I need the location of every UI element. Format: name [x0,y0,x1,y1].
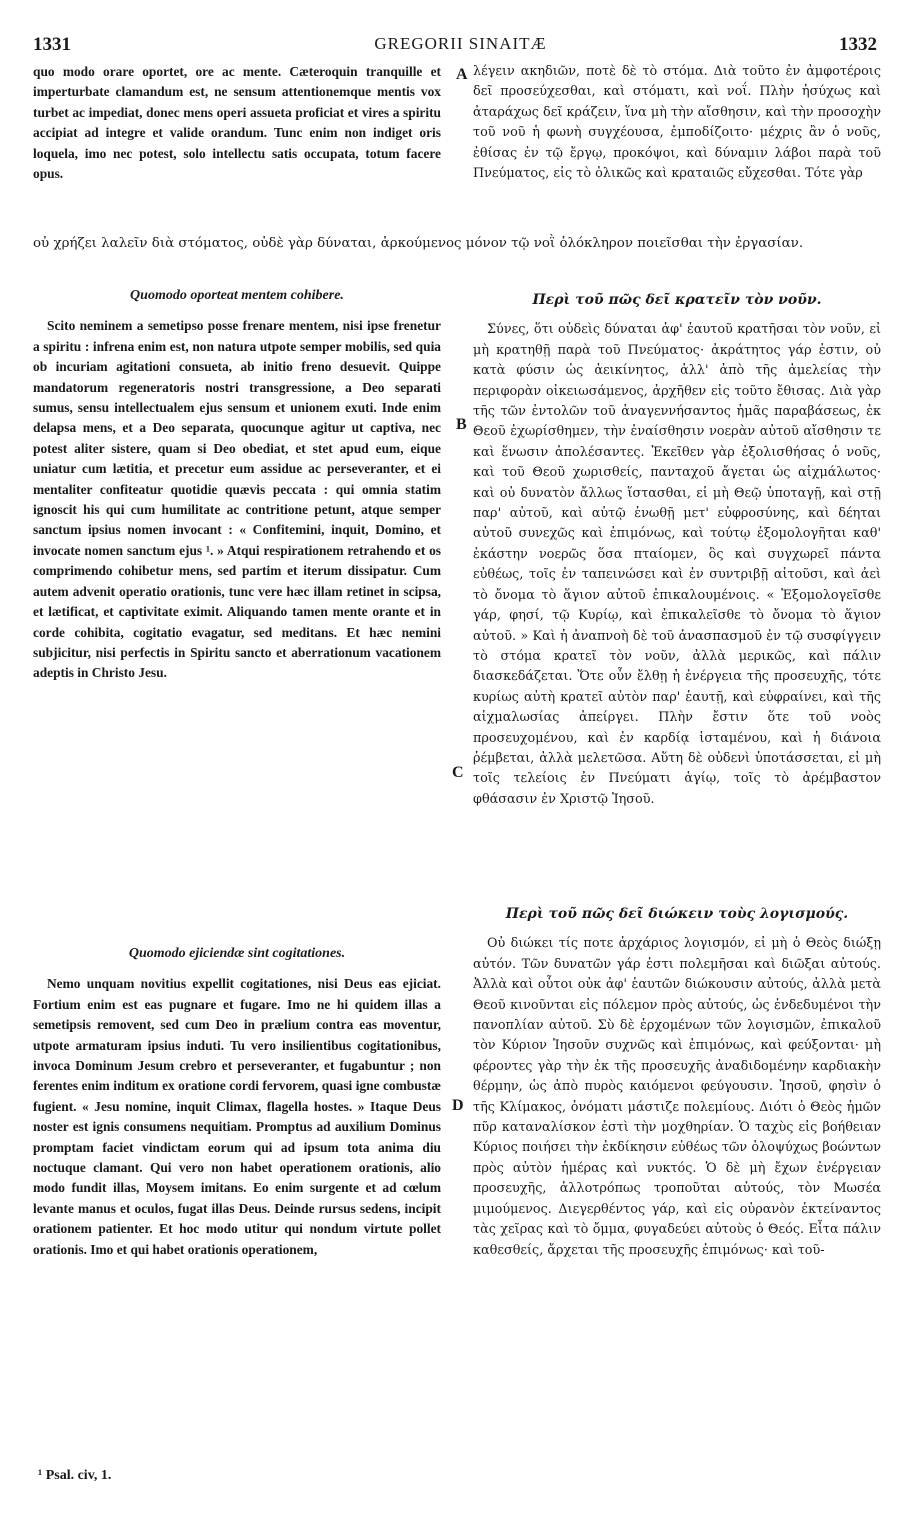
footnote: ¹ Psal. civ, 1. [38,1468,112,1483]
latin-section-2 [33,936,441,1452]
running-title: GREGORII SINAITÆ [374,34,547,53]
latin-heading-2: Quomodo ejiciendæ sint cogitationes. [128,946,346,961]
greek-span-line-text: οὐ χρήζει λαλεῖν διὰ στόματος, οὐδὲ γὰρ δύναται, ἀρκούμενος μόνον τῷ νοῒ ὁλόκληρον ποιεῖσθαι τὴν ἐργασίαν. [33,236,804,251]
greek-intro [473,62,881,228]
latin-section-1-text: Scito neminem a semetipso posse frenare mentem, nisi ipse frenetur a spiritu : infrena enim est, non natura utpote semper mobilis, sed quia ob incuriam agitationi consueta, ab initio freno desuevit. Quippe mandatorum regeneratoris nostri transgressione, a Deo separati sumus, sensu intellectualem ejus sensum et unionem exuti. Inde enim delapsa mens, et a Deo separata, quocunque agitur ut captiva, nec potest aliter sistere, quam si Deo obediat, et stet apud eum, eique uniatur cum lætitia, et precetur eum assidue ac perseveranter, et ei mentaliter confiteatur quotidie quævis peccata : qui omnia statim ignoscit his qui cum humilitate ac contritione petunt, atque semper sanctum ipsius nomen invocant : « Confitemini, inquit, Domino, et invocate nomen sanctum ejus ¹. » Atqui respirationem retrahendo et os comprimendo cohibetur mens, sed partim et iterum dissipatur. Cum autem advenit operatio orationis, tunc vere hæc illam retinet in scipsa, et lætificat, et captivitate eximit. Aliquando tamen mente orante et in corde cohibita, cogitatio evagatur, sed meditans. Et hæc nemini subjicitur, nisi perfectis in Spiritu sancto et aberrationum vacationem adeptis in Christo Jesu. [33,318,441,681]
page-number-right: 1332 [839,34,877,55]
margin-marker-a: A [456,66,468,83]
greek-heading-2: Περὶ τοῦ πῶς δεῖ διώκειν τοὺς λογισμούς. [505,906,849,922]
greek-heading-1: Περὶ τοῦ πῶς δεῖ κρατεῖν τὸν νοῦν. [532,292,822,308]
greek-section-1 [473,282,881,892]
greek-span-line [33,234,881,278]
page-header [0,34,921,58]
page-number-left: 1331 [33,34,71,55]
latin-section-1 [33,278,441,888]
latin-intro [33,62,441,228]
margin-marker-d: D [452,1097,464,1114]
greek-section-2 [473,896,881,1500]
greek-section-1-text: Σύνες, ὅτι οὐδεὶς δύναται ἀφ' ἑαυτοῦ κρατῆσαι τὸν νοῦν, εἰ μὴ κρατηθῇ παρὰ τοῦ Πνεύματος· ἀκράτητος γάρ ἐστιν, οὐ κατὰ φύσιν ὡς ἀεικίνητος, ἀλλ' ἀπὸ τῆς ἀμελείας τὴν περιφορὰν οἰκειωσάμενος, ἀρχῆθεν εἰς τοῦτο ἔθισας. Διὰ γὰρ τῆς τῶν ἐντολῶν τοῦ ἀναγεννήσαντος ἡμᾶς παραβάσεως, ἐκ Θεοῦ ἐχωρίσθημεν, τὴν ἐναίσθησιν νοερὰν αὐτοῦ αἴσθησιν τε καὶ ἕνωσιν ἀπολέσαντες. Ἐκεῖθεν γὰρ ἐξολισθήσας ὁ νοῦς, καὶ τοῦ Θεοῦ χωρισθείς, πανταχοῦ ἄγεται ὡς αἰχμάλωτος· καὶ οὐ δυνατὸν ἄλλως ἵστασθαι, εἰ μὴ Θεῷ ὑποταγῇ, καὶ στῇ παρ' αὐτοῦ, καὶ αὐτῷ ἑνωθῇ μετ' εὐφροσύνης, καὶ δέηται αὐτοῦ συνεχῶς καὶ ἐπιμόνως, καὶ τούτῳ ἐξομολογῆται καθ' ἑκάστην νοερῶς ὅσα πταίομεν, ὃς καὶ συγχωρεῖ πάντα εὐθέως, τοῖς ἐν ταπεινώσει καὶ ἐν συντριβῇ αἰτοῦσι, καὶ ἀεὶ τὸ ὄνομα τὸ ἅγιον αὐτοῦ ἐπικαλουμένοις. « Ἐξομολογεῖσθε γάρ, φησί, τῷ Κυρίῳ, καὶ ἐπικαλεῖσθε τὸ ὄνομα τὸ ἅγιον αὐτοῦ. » Καὶ ἡ ἀναπνοὴ δὲ τοῦ ἀνασπασμοῦ ἐν τῷ συσφίγγειν τὸ στόμα κρατεῖ τὸν νοῦν, ἀλλὰ μερικῶς, καὶ πάλιν διασκεδάζεται. Ὅτε οὖν ἔλθῃ ἡ ἐνέργεια τῆς προσευχῆς, τότε κυρίως αὐτὴ κρατεῖ αὐτὸν παρ' ἑαυτῇ, καὶ εὐφραίνει, καὶ τῆς αἰχμαλωσίας ἀπείργει. Πλὴν ἔστιν ὅτε τοῦ νοὸς προσευχομένου, καὶ ἐν καρδίᾳ ἱσταμένου, καὶ ἡ διάνοια ῥέμβεται, ἀλλὰ μελετῶσα. Αὕτη δὲ οὐδενὶ ὑποτάσσεται, εἰ μὴ τοῖς τελείοις ἐν Πνεύματι ἁγίῳ, τοῖς τὸ ἀρέμβαστον φθάσασιν ἐν Χριστῷ Ἰησοῦ. [473,322,881,807]
latin-heading-1: Quomodo oporteat mentem cohibere. [130,288,344,303]
margin-marker-c: C [452,764,464,781]
latin-section-2-text: Nemo unquam novitius expellit cogitationes, nisi Deus eas ejiciat. Fortium enim est eas pugnare et fugare. Imo ne hi quidem illas a semetipsis removent, sed cum Deo in prælium contra eas moventur, utpote armaturam ipsius induti. Tu vero insilientibus cogitationibus, invoca Dominum Jesum crebro et perseveranter, et fugabuntur ; non ferentes enim inditum ex oratione cordi fervorem, quasi igne combustæ fugient. « Jesu nomine, inquit Climax, flagella hostes. » Itaque Deus noster est ignis consumens nequitiam. Promptus ad auxilium Dominus promptam faciet vindictam eorum qui ad ipsum tota anima diu noctuque clamant. Qui vero non habet operationem orationis, alio modo fundit illas, Moysem imitans. Eo enim surgente et ad cœlum levante manus et oculos, fugat illas Deus. Deinde rursus sedens, incipit orationem patienter. Et hoc modo utitur qui nondum virtute pollet orationis. Imo et qui habet orationis operationem, [33,976,441,1257]
greek-intro-text: λέγειν ακηδιῶν, ποτὲ δὲ τὸ στόμα. Διὰ τοῦτο ἐν ἀμφοτέροις δεῖ προσεύχεσθαι, καὶ στόματι, καὶ νοΐ. Πλὴν ἡσύχως καὶ ἀταράχως δεῖ κράζειν, ἵνα μὴ τὴν αἴσθησιν, καὶ τὴν προσοχὴν τοῦ νοῦ ἡ φωνὴ συγχέουσα, ἐμποδίζοιτο· μέχρις ἂν ὁ νοῦς, ἐθίσας ἐν τῷ ἔργῳ, προκόψοι, καὶ δύναμιν λάβοι παρὰ τοῦ Πνεύματος, εἰς τὸ ὁλικῶς καὶ κραταιῶς εὔχεσθαι. Τότε γὰρ [473,64,881,182]
latin-intro-text: quo modo orare oportet, ore ac mente. Cæteroquin tranquille et imperturbate clamandum est, ne sensum attentionemque mentis vox turbet ac impediat, donec mens operi assueta proficiat et vires a spiritu accipiat ad integre et valide orandum. Tunc enim non indiget oris loquela, imo nec potest, solo intellectu satis occupata, totum facere opus. [33,64,441,182]
greek-section-2-text: Οὐ διώκει τίς ποτε ἀρχάριος λογισμόν, εἰ μὴ ὁ Θεὸς διώξῃ αὐτόν. Τῶν δυνατῶν γάρ ἐστι πολεμῆσαι καὶ διῶξαι αὐτούς. Ἀλλὰ καὶ οὗτοι οὐκ ἀφ' ἑαυτῶν διώκουσιν αὐτούς, ἀλλὰ μετὰ Θεοῦ κινοῦνται εἰς πόλεμον πρὸς αὐτούς, ὡς ἐνδεδυμένοι τὴν πανοπλίαν αὐτοῦ. Σὺ δὲ ἐρχομένων τῶν λογισμῶν, ἐπικαλοῦ τὸν Κύριον Ἰησοῦν συχνῶς καὶ ἐπιμόνως, καὶ φεύξονται· μὴ φέροντες γὰρ τὴν ἐκ τῆς προσευχῆς ἀναδιδομένην καρδιακὴν θέρμην, ὡς ἀπὸ πυρὸς καιόμενοι φεύγουσιν. Ἰησοῦ, φησὶν ὁ τῆς Κλίμακος, ὀνόματι μάστιζε πολεμίους. Διότι ὁ Θεὸς ἡμῶν πῦρ καταναλίσκον ἐστὶ τὴν μοχθηρίαν. Ὁ ταχὺς εἰς βοήθειαν Κύριος ποιήσει τὴν ἐκδίκησιν εὐθέως τῶν ὁλοψύχως βοώντων πρὸς αὐτὸν ἡμέρας καὶ νυκτός. Ὁ δὲ μὴ ἔχων ἐνέργειαν προσευχῆς, ἀλλοτρόπως τροποῦται αὐτούς, τὸν Μωσέα μιμούμενος. Διεγερθέντος γάρ, καὶ εἰς οὐρανὸν ἐκτείναντος τὰς χεῖρας καὶ τὸ ὄμμα, φυγαδεύει αὐτοὺς ὁ Θεός. Εἶτα πάλιν καθεσθείς, ἄρχεται τῆς προσευχῆς ἐπιμόνως· καὶ τοῦ- [473,936,881,1258]
margin-marker-b: B [456,416,467,433]
